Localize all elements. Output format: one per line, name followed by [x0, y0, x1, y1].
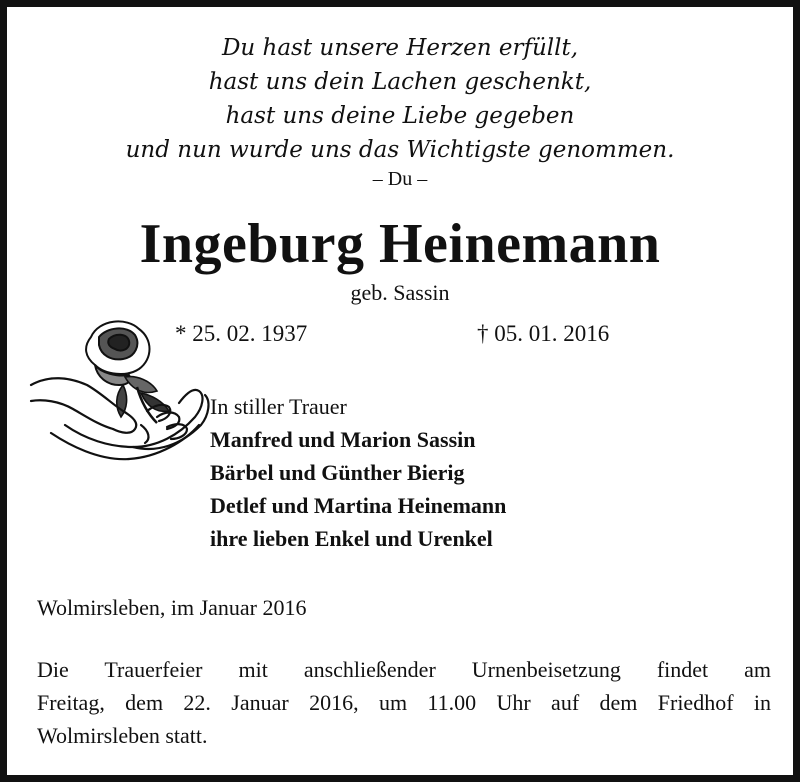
- birth-date: * 25. 02. 1937: [175, 321, 308, 346]
- poem-signature: – Du –: [372, 168, 428, 190]
- poem-line: hast uns dein Lachen geschenkt,: [208, 69, 592, 95]
- mourner-family: Manfred und Marion Sassin: [210, 427, 476, 452]
- rose-in-hands-icon: [29, 315, 211, 465]
- mourner-family: ihre lieben Enkel und Urenkel: [210, 526, 493, 551]
- death-date: † 05. 01. 2016: [477, 321, 610, 346]
- poem-line: und nun wurde uns das Wichtigste genommen.: [125, 137, 675, 163]
- mourners-list: [210, 390, 506, 555]
- ceremony-line: Die Trauerfeier mit anschließender Urnenbeisetzung findet am: [37, 657, 771, 682]
- ceremony-line: Freitag, dem 22. Januar 2016, um 11.00 Uhr auf dem Friedhof in: [37, 690, 771, 715]
- ceremony-line: Wolmirsleben statt.: [37, 723, 208, 748]
- ceremony-details: [37, 653, 771, 752]
- deceased-name: Ingeburg Heinemann: [139, 213, 661, 275]
- mourner-family: Detlef und Martina Heinemann: [210, 493, 507, 518]
- maiden-name: geb. Sassin: [350, 280, 450, 305]
- poem-line: Du hast unsere Herzen erfüllt,: [221, 35, 579, 61]
- poem: [7, 31, 793, 191]
- place-and-date: Wolmirsleben, im Januar 2016: [37, 595, 307, 620]
- mourner-family: Bärbel und Günther Bierig: [210, 460, 465, 485]
- mourning-intro: In stiller Trauer: [210, 394, 347, 419]
- poem-line: hast uns deine Liebe gegeben: [225, 103, 575, 129]
